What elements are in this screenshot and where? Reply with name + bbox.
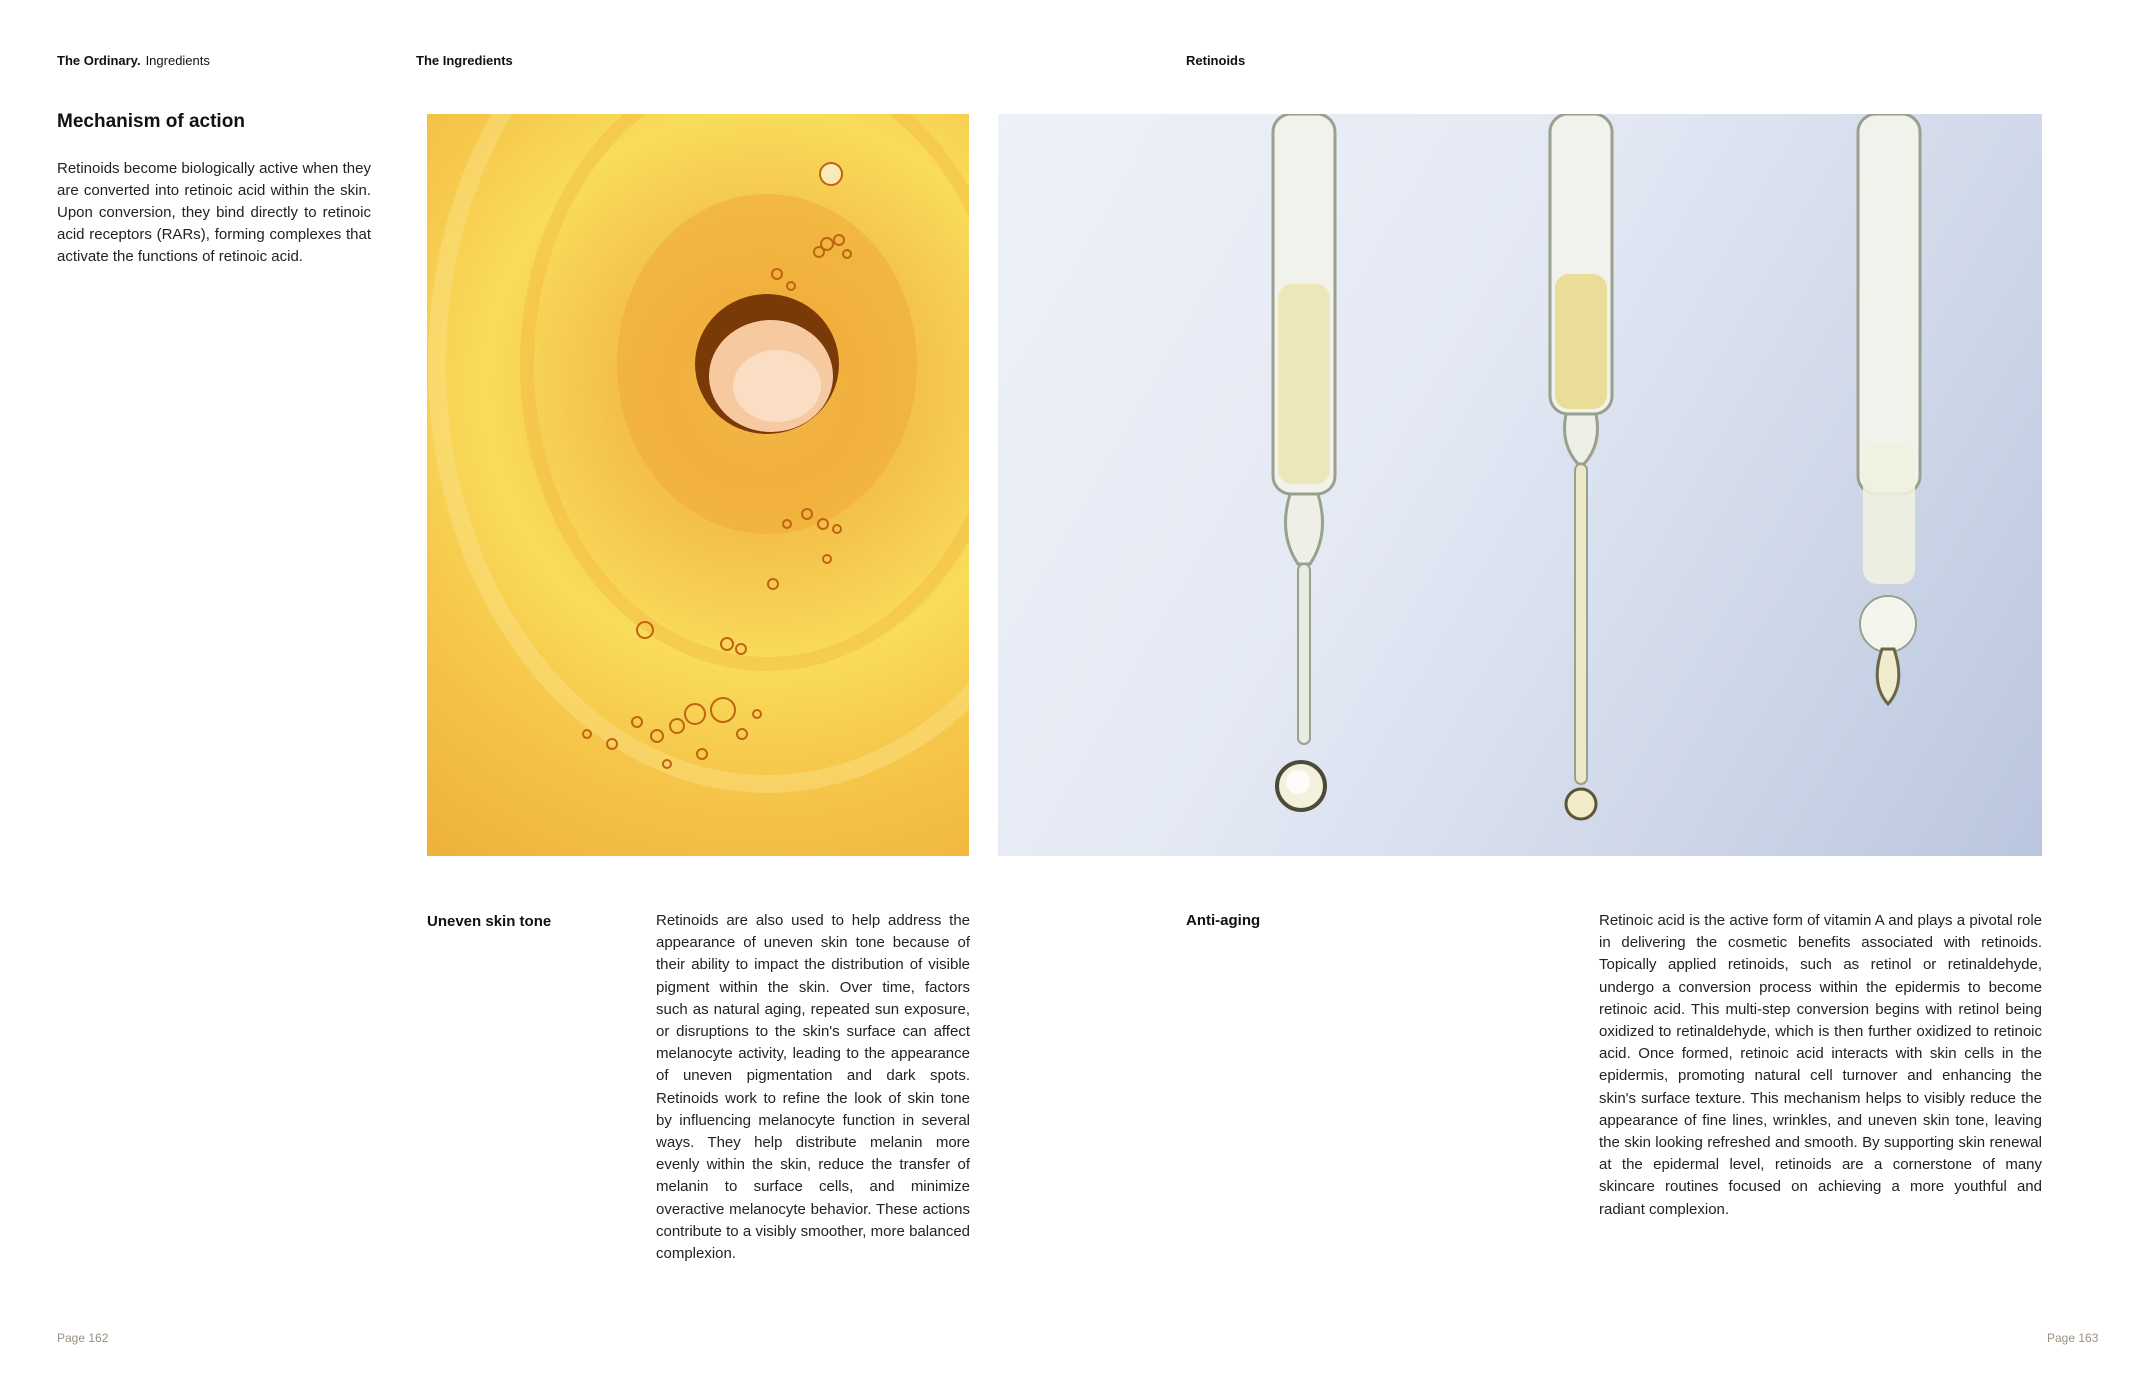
section-header: The Ingredients <box>416 53 513 68</box>
brand-name: The Ordinary. <box>57 53 141 68</box>
mechanism-body: Retinoids become biologically active when they are converted into retinoic acid within the skin. Upon conversion, they bind directly to retinoic acid receptors (RARs), forming complexes that activate the functions of retinoic acid. <box>57 160 371 265</box>
anti-aging-title: Anti-aging <box>1186 912 1261 929</box>
dropper-photo <box>998 114 2042 856</box>
brand-subtitle: Ingredients <box>145 53 210 68</box>
dropper-illustration <box>998 114 2042 856</box>
page-number-right: Page 163 <box>2047 1331 2099 1345</box>
oil-drop-photo <box>427 114 969 856</box>
brand-header <box>57 53 210 69</box>
dropper-left <box>1273 114 1335 810</box>
uneven-skin-tone-title: Uneven skin tone <box>427 913 552 930</box>
topic-header: Retinoids <box>1186 53 1246 68</box>
mechanism-title: Mechanism of action <box>57 111 245 132</box>
uneven-skin-tone-body: Retinoids are also used to help address the appearance of uneven skin tone because of their ability to impact the distribution of visible pigment within the skin. Over time, factors such as natural aging, repeated sun exposure, or disruptions to the skin's surface can affect melanocyte activity, leading to the appearance of uneven pigmentation and dark spots. Retinoids work to refine the look of skin tone by influencing melanocyte function in several ways. They help distribute melanin more evenly within the skin, reduce the transfer of melanin to surface cells, and minimize overactive melanocyte behavior. These actions contribute to a visibly smoother, more balanced complexion. <box>656 912 970 1263</box>
page-number-left: Page 162 <box>57 1331 109 1345</box>
oil-drop-illustration <box>427 114 969 856</box>
dropper-right <box>1858 114 1920 704</box>
dropper-middle <box>1550 114 1612 819</box>
anti-aging-body: Retinoic acid is the active form of vitamin A and plays a pivotal role in delivering the cosmetic benefits associated with retinoids. Topically applied retinoids, such as retinol or retinaldehyde, undergo a conversion process within the epidermis to become retinoic acid. This multi-step conversion begins with retinol being oxidized to retinaldehyde, which is then further oxidized to retinoic acid. Once formed, retinoic acid interacts with skin cells in the epidermis, promoting natural cell turnover and enhancing the skin's surface texture. This mechanism helps to visibly reduce the appearance of fine lines, wrinkles, and uneven skin tone, leaving the skin looking refreshed and smooth. By supporting skin renewal at the epidermal level, retinoids are a cornerstone of many skincare routines focused on achieving a more youthful and radiant complexion. <box>1599 912 2042 1218</box>
